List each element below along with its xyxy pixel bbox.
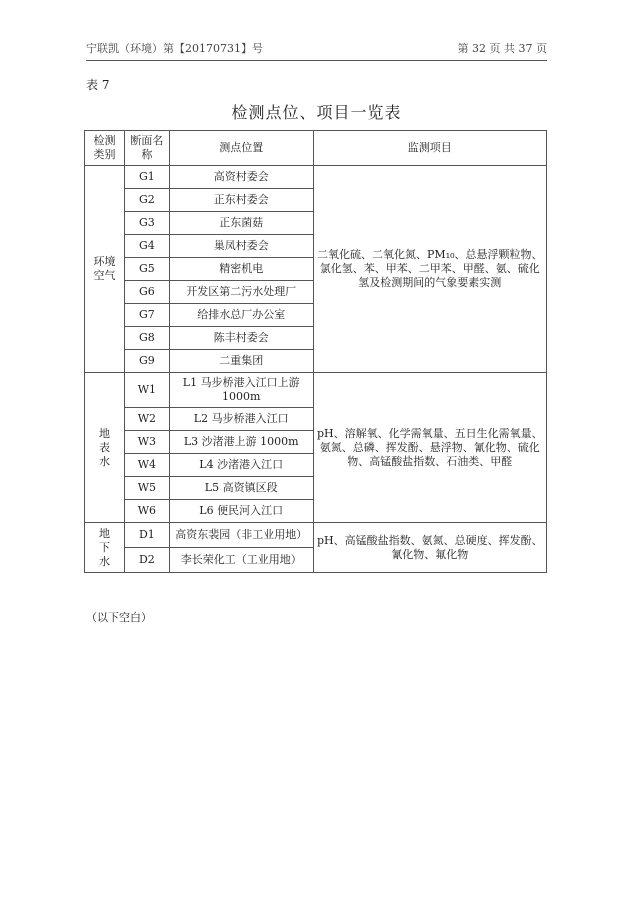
header-rule (86, 60, 547, 61)
section-code: W6 (124, 500, 169, 523)
point-location: 二重集团 (169, 350, 313, 373)
blank-below-note: （以下空白） (86, 611, 152, 624)
section-code: G3 (124, 212, 169, 235)
point-location: 陈丰村委会 (169, 327, 313, 350)
point-location: 高资东裴园（非工业用地） (169, 523, 313, 548)
point-location: 精密机电 (169, 258, 313, 281)
point-location: L5 高资镇区段 (169, 477, 313, 500)
category-surface-water (85, 373, 125, 523)
header-section (124, 131, 169, 166)
section-code: G6 (124, 281, 169, 304)
section-code: G8 (124, 327, 169, 350)
point-location: L6 便民河入江口 (169, 500, 313, 523)
point-location: L2 马步桥港入江口 (169, 408, 313, 431)
table-row (85, 373, 547, 408)
header-category-label: 检测 类别 (93, 134, 116, 161)
category-surface-water-label: 地 表 水 (98, 426, 110, 468)
header-category (85, 131, 125, 166)
point-location: 高资村委会 (169, 166, 313, 189)
items-air: 二氧化硫、二氧化氮、PM₁₀、总悬浮颗粒物、氯化氢、苯、甲苯、二甲苯、甲醛、氨、硫化氢及检测期间的气象要素实测 (313, 166, 546, 373)
items-surface-water: pH、溶解氧、化学需氧量、五日生化需氧量、氨氮、总磷、挥发酚、悬浮物、氰化物、硫化物、高锰酸盐指数、石油类、甲醛 (313, 373, 546, 523)
point-location: 正东菌菇 (169, 212, 313, 235)
table-row (85, 166, 547, 189)
section-code: D2 (124, 548, 169, 573)
category-air (85, 166, 125, 373)
header-location: 测点位置 (169, 131, 313, 166)
header-items: 监测项目 (313, 131, 546, 166)
point-location: 李长荣化工（工业用地） (169, 548, 313, 573)
table-number: 表 7 (86, 78, 110, 92)
point-location: L4 沙渚港入江口 (169, 454, 313, 477)
category-groundwater-label: 地 下 水 (98, 526, 110, 568)
table-header-row (85, 131, 547, 166)
point-location: 正东村委会 (169, 189, 313, 212)
section-code: W4 (124, 454, 169, 477)
section-code: G1 (124, 166, 169, 189)
table-title: 检测点位、项目一览表 (231, 103, 402, 122)
page-header (86, 40, 547, 58)
monitoring-points-table (84, 130, 547, 573)
point-location: 给排水总厂办公室 (169, 304, 313, 327)
report-number: 宁联凯（环境）第【20170731】号 (86, 42, 263, 55)
section-code: G9 (124, 350, 169, 373)
category-air-label: 环境 空气 (93, 255, 116, 282)
table-row (85, 523, 547, 548)
section-code: G7 (124, 304, 169, 327)
point-location: 开发区第二污水处理厂 (169, 281, 313, 304)
point-location: 巢凤村委会 (169, 235, 313, 258)
page-number: 第 32 页 共 37 页 (457, 42, 547, 55)
section-code: G2 (124, 189, 169, 212)
section-code: W3 (124, 431, 169, 454)
section-code: W2 (124, 408, 169, 431)
section-code: D1 (124, 523, 169, 548)
section-code: W1 (124, 373, 169, 408)
point-location: L3 沙渚港上游 1000m (169, 431, 313, 454)
section-code: G5 (124, 258, 169, 281)
items-groundwater: pH、高锰酸盐指数、氨氮、总硬度、挥发酚、氰化物、氟化物 (313, 523, 546, 573)
point-location: L1 马步桥港入江口上游 1000m (169, 373, 313, 408)
table-body (85, 131, 547, 573)
section-code: G4 (124, 235, 169, 258)
category-groundwater (85, 523, 125, 573)
header-section-label: 断面名 称 (130, 134, 164, 161)
section-code: W5 (124, 477, 169, 500)
